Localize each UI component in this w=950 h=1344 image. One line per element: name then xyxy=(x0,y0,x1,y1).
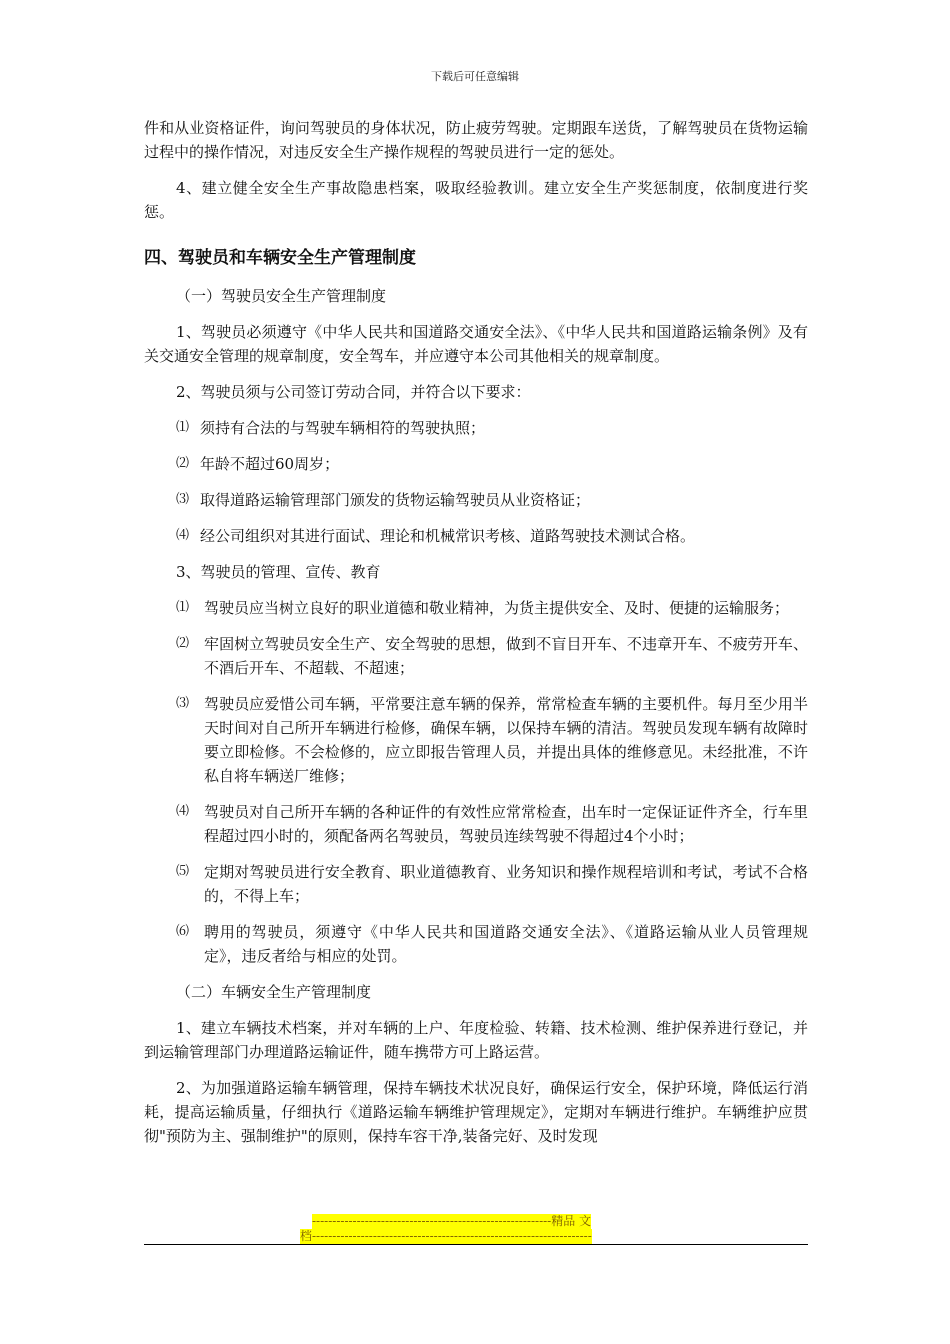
footer-rule xyxy=(144,1244,808,1245)
vehicle-rule-2: 2、为加强道路运输车辆管理，保持车辆技术状况良好，确保运行安全，保护环境，降低运行消耗，提高运输质量，仔细执行《道路运输车辆维护管理规定》，定期对车辆进行维护。车辆维护应贯彻"预防为主、强制维护"的原则，保持车容干净,装备完好、及时发现 xyxy=(144,1079,808,1145)
management-item xyxy=(144,596,808,620)
vehicle-rule-1: 1、建立车辆技术档案，并对车辆的上户、年度检验、转籍、技术检测、维护保养进行登记，并到运输管理部门办理道路运输证件，随车携带方可上路运营。 xyxy=(144,1019,808,1061)
management-item xyxy=(144,920,808,968)
paragraph-continued: 件和从业资格证件，询问驾驶员的身体状况，防止疲劳驾驶。定期跟车送货，了解驾驶员在货物运输过程中的操作情况，对违反安全生产操作规程的驾驶员进行一定的惩处。 xyxy=(144,119,808,161)
paragraph-item-4: 4、建立健全安全生产事故隐患档案，吸取经验教训。建立安全生产奖惩制度，依制度进行奖惩。 xyxy=(144,179,808,221)
management-item xyxy=(144,632,808,680)
item-number: ⑷ xyxy=(176,804,190,819)
item-number: ⑴ xyxy=(176,600,190,615)
item-number: ⑵ xyxy=(176,456,190,471)
item-number: ⑶ xyxy=(176,492,190,507)
rule-item-3: 3、驾驶员的管理、宣传、教育 xyxy=(176,563,381,581)
watermark-line-2: 档--------------------------------------------------------------------- xyxy=(300,1229,592,1243)
item-text: 取得道路运输管理部门颁发的货物运输驾驶员从业资格证； xyxy=(200,491,591,509)
management-item xyxy=(144,860,808,908)
item-text: 驾驶员对自己所开车辆的各种证件的有效性应常常检查，出车时一定保证证件齐全，行车里程超过四小时的，须配备两名驾驶员，驾驶员连续驾驶不得超过4个小时； xyxy=(204,803,808,845)
requirement-item xyxy=(144,416,808,440)
item-text: 经公司组织对其进行面试、理论和机械常识考核、道路驾驶技术测试合格。 xyxy=(200,527,696,545)
requirement-item xyxy=(144,488,808,512)
item-text: 定期对驾驶员进行安全教育、职业道德教育、业务知识和操作规程培训和考试，考试不合格的，不得上车； xyxy=(204,863,808,905)
item-text: 年龄不超过60周岁； xyxy=(200,455,340,473)
item-number: ⑸ xyxy=(176,864,190,879)
management-item xyxy=(144,800,808,848)
item-number: ⑴ xyxy=(176,420,190,435)
page-header: 下载后可任意编辑 xyxy=(431,70,519,83)
item-text: 驾驶员应当树立良好的职业道德和敬业精神，为货主提供安全、及时、便捷的运输服务； xyxy=(204,599,790,617)
document-body xyxy=(144,116,808,1160)
item-text: 聘用的驾驶员，须遵守《中华人民共和国道路交通安全法》、《道路运输从业人员管理规定》，违反者给与相应的处罚。 xyxy=(204,923,808,965)
item-number: ⑶ xyxy=(176,696,190,711)
requirement-item xyxy=(144,524,808,548)
item-number: ⑵ xyxy=(176,636,190,651)
rule-item-2: 2、驾驶员须与公司签订劳动合同，并符合以下要求： xyxy=(176,383,531,401)
rule-item-1: 1、驾驶员必须遵守《中华人民共和国道路交通安全法》、《中华人民共和国道路运输条例》及有关交通安全管理的规章制度，安全驾车，并应遵守本公司其他相关的规章制度。 xyxy=(144,323,808,365)
item-number: ⑹ xyxy=(176,924,190,939)
item-number: ⑷ xyxy=(176,528,190,543)
item-text: 须持有合法的与驾驶车辆相符的驾驶执照； xyxy=(200,419,486,437)
subsection-title-2: （二）车辆安全生产管理制度 xyxy=(176,983,372,1001)
section-heading: 四、驾驶员和车辆安全生产管理制度 xyxy=(144,248,416,268)
subsection-title-1: （一）驾驶员安全生产管理制度 xyxy=(176,287,387,305)
management-item xyxy=(144,692,808,788)
requirement-item xyxy=(144,452,808,476)
watermark-line-1: -----------------------------------------------------------精品 文 xyxy=(312,1214,592,1228)
item-text: 牢固树立驾驶员安全生产、安全驾驶的思想，做到不盲目开车、不违章开车、不疲劳开车、不酒后开车、不超载、不超速； xyxy=(204,635,808,677)
item-text: 驾驶员应爱惜公司车辆，平常要注意车辆的保养，常常检查车辆的主要机件。每月至少用半天时间对自己所开车辆进行检修，确保车辆，以保持车辆的清洁。驾驶员发现车辆有故障时要立即检修。不会检修的，应立即报告管理人员，并提出具体的维修意见。未经批准，不许私自将车辆送厂维修； xyxy=(204,695,808,785)
